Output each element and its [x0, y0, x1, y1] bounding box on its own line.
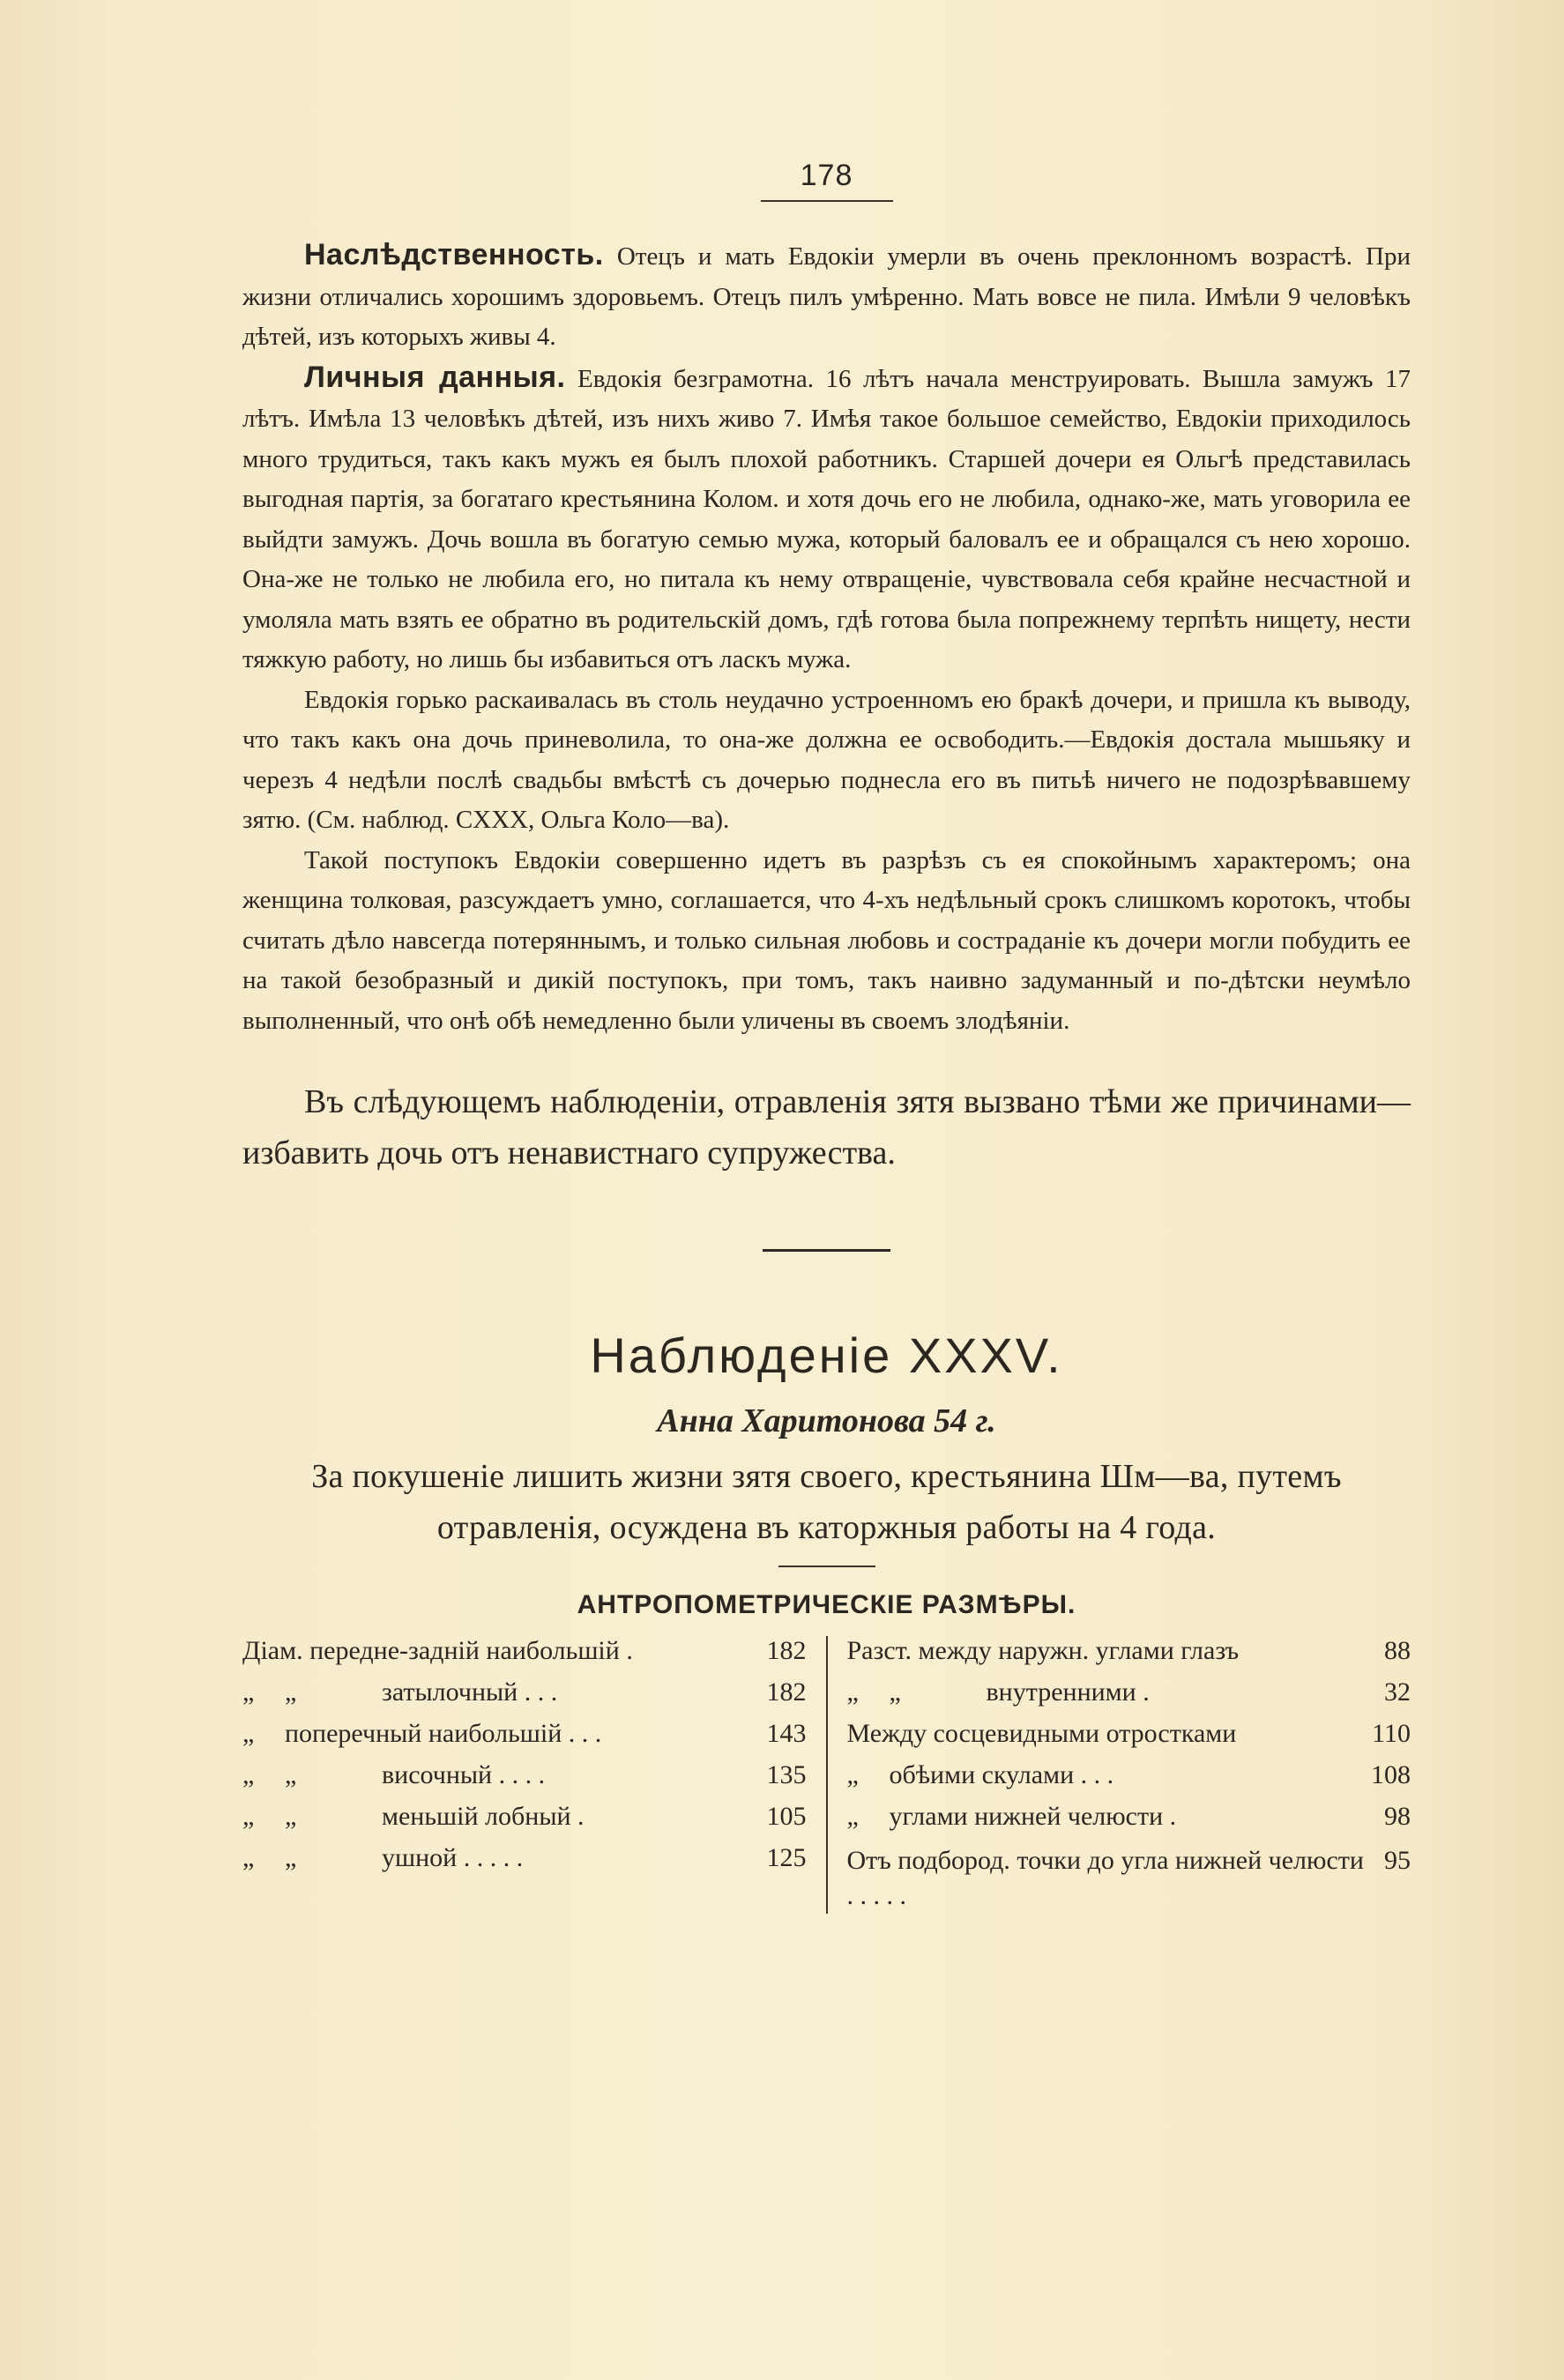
- personal-paragraph: [242, 358, 1411, 681]
- closing-paragraph: Въ слѣдующемъ наблюденіи, отравленія зятя вызвано тѣми же причинами—избавить дочь отъ ненавистнаго супружества.: [242, 1083, 1411, 1171]
- measure-row: [847, 1760, 1411, 1802]
- measure-value: 105: [766, 1802, 807, 1831]
- observation-title: Наблюденіе XXXV.: [590, 1328, 1063, 1383]
- measure-row: [847, 1843, 1411, 1914]
- measure-label: „ „ ушной . . . . .: [242, 1843, 524, 1872]
- measure-row: [242, 1677, 807, 1719]
- measure-label: „ поперечный наибольшій . . .: [242, 1719, 602, 1748]
- measure-row: [847, 1636, 1411, 1677]
- measure-value: 125: [766, 1843, 807, 1872]
- measure-row: [242, 1636, 807, 1677]
- personal-text: Евдокія безграмотна. 16 лѣтъ начала менструировать. Вышла замужъ 17 лѣтъ. Имѣла 13 человѣкъ дѣтей, изъ нихъ живо 7. Имѣя такое большое семейство, Евдокіи приходилось много трудиться, такъ какъ мужъ ея былъ плохой работникъ. Старшей дочери ея Ольгѣ представилась выгодная партія, за богатаго крестьянина Колом. и хотя дочь его не любила, однако-же, мать уговорила ее выйдти замужъ. Дочь вошла въ богатую семью мужа, который баловалъ ее и обращался съ нею хорошо. Она-же не только не любила его, но питала къ нему отвращеніе, чувствовала себя крайне несчастной и умоляла мать взять ее обратно въ родительскій домъ, гдѣ готова была попрежнему терпѣть нищету, нести тяжкую работу, но лишь бы избавиться отъ ласкъ мужа.: [242, 364, 1411, 673]
- measure-label: „ „ затылочный . . .: [242, 1677, 558, 1707]
- anthropometry-table: [242, 1636, 1411, 1914]
- measure-label: „ „ меньшій лобный .: [242, 1802, 585, 1831]
- measure-label: Отъ подбород. точки до угла нижней челюсти . . . . .: [846, 1846, 1364, 1910]
- personal-heading: Личныя данныя.: [304, 360, 566, 394]
- measure-label: „ „ височный . . . .: [242, 1760, 546, 1789]
- measure-row: [847, 1719, 1411, 1760]
- measure-value: 110: [1372, 1719, 1411, 1748]
- measure-label: Разст. между наружн. углами глазъ: [846, 1636, 1240, 1665]
- observation-verdict: За покушеніе лишить жизни зятя своего, крестьянина Шм—ва, путемъ отравленія, осуждена въ каторжныя работы на 4 года.: [311, 1458, 1342, 1546]
- measure-label: Діам. передне-задній наибольшій .: [242, 1636, 633, 1665]
- heredity-heading: Наслѣдственность.: [304, 238, 604, 271]
- measure-row: [242, 1760, 807, 1802]
- measure-value: 32: [1384, 1677, 1411, 1707]
- measure-value: 108: [1371, 1760, 1411, 1789]
- verdict-divider: [778, 1566, 875, 1567]
- page: [242, 159, 1411, 1914]
- measure-value: 88: [1384, 1636, 1411, 1665]
- anthropometry-right-column: [847, 1636, 1411, 1914]
- measure-row: [847, 1802, 1411, 1843]
- anthropometry-heading: АНТРОПОМЕТРИЧЕСКІЕ РАЗМѢРЫ.: [577, 1590, 1076, 1619]
- heredity-text: Отецъ и мать Евдокіи умерли въ очень преклонномъ возрастѣ. При жизни отличались хорошимъ здоровьемъ. Отецъ пилъ умѣренно. Мать вовсе не пила. Имѣли 9 человѣкъ дѣтей, изъ которыхъ живы 4.: [242, 242, 1411, 351]
- measure-value: 182: [766, 1636, 807, 1665]
- measure-label: „ углами нижней челюсти .: [846, 1802, 1177, 1831]
- measure-label: Между сосцевидными отростками: [846, 1719, 1237, 1748]
- measure-label: „ „ внутренними .: [846, 1677, 1150, 1707]
- measure-value: 98: [1384, 1802, 1411, 1831]
- measure-value: 135: [766, 1760, 807, 1789]
- measure-value: 182: [766, 1677, 807, 1707]
- measure-label: „ обѣими скулами . . .: [846, 1760, 1114, 1789]
- page-number: 178: [800, 159, 853, 192]
- heredity-paragraph: [242, 235, 1411, 358]
- anthropometry-left-column: [242, 1636, 828, 1914]
- measure-row: [242, 1802, 807, 1843]
- page-number-rule: [761, 200, 893, 202]
- section-divider: [763, 1249, 890, 1252]
- measure-value: 143: [766, 1719, 807, 1748]
- measure-value: 95: [1384, 1846, 1411, 1875]
- measure-row: [242, 1719, 807, 1760]
- body-paragraph: Такой поступокъ Евдокіи совершенно идетъ въ разрѣзъ съ ея спокойнымъ характеромъ; она женщина толковая, разсуждаетъ умно, соглашается, что 4-хъ недѣльный срокъ слишкомъ коротокъ, чтобы считать дѣло навсегда потеряннымъ, и только сильная любовь и состраданіе къ дочери могли побудить ее на такой безобразный и дикій поступокъ, при томъ, такъ наивно задуманный и по-дѣтски неумѣло выполненный, что онѣ обѣ немедленно были уличены въ своемъ злодѣяніи.: [242, 845, 1411, 1035]
- observation-subtitle: Анна Харитонова 54 г.: [657, 1402, 996, 1439]
- body-paragraph: Евдокія горько раскаивалась въ столь неудачно устроенномъ ею бракѣ дочери, и пришла къ выводу, что такъ какъ она дочь приневолила, то она-же должна ее освободить.—Евдокія достала мышьяку и черезъ 4 недѣли послѣ свадьбы вмѣстѣ съ дочерью поднесла его въ питьѣ ничего не подозрѣвавшему зятю. (См. наблюд. CXXX, Ольга Коло—ва).: [242, 685, 1411, 834]
- measure-row: [242, 1843, 807, 1885]
- measure-row: [847, 1677, 1411, 1719]
